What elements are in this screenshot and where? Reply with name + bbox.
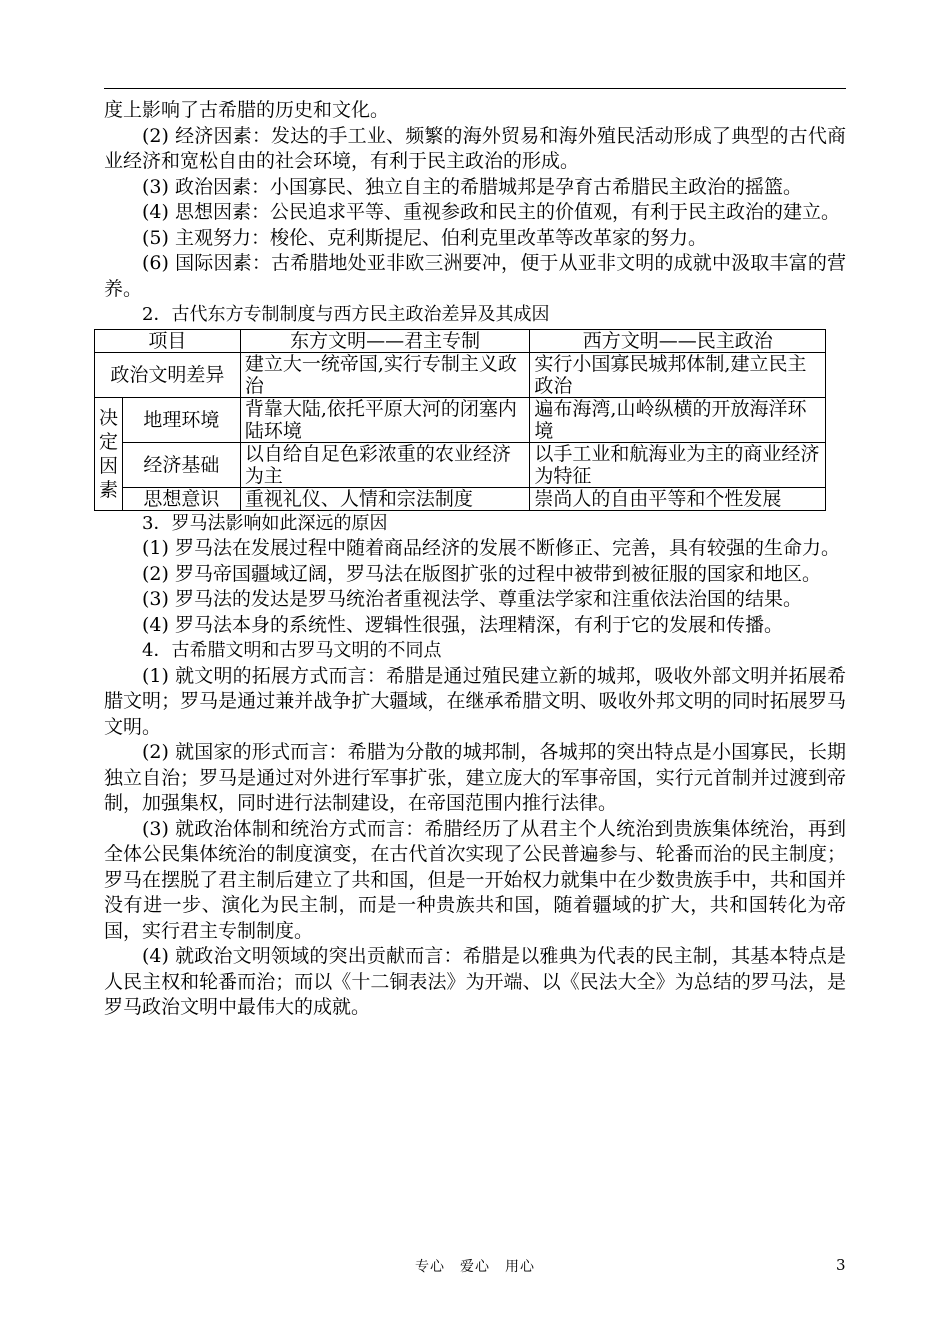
table-header-cell: 东方文明——君主专制 <box>240 329 530 352</box>
section-heading: 2．古代东方专制制度与西方民主政治差异及其成因 <box>142 304 550 325</box>
paragraph: (3) 政治因素：小国寡民、独立自主的希腊城邦是孕育古希腊民主政治的摇篮。 <box>142 175 802 198</box>
table-cell: 实行小国寡民城邦体制,建立民主政治 <box>530 352 826 397</box>
table-row <box>95 397 826 442</box>
page-content <box>99 98 846 1021</box>
paragraph: (3) 罗马法的发达是罗马统治者重视法学、尊重法学家和注重依法治国的结果。 <box>142 588 802 610</box>
table-row-label: 思想意识 <box>123 487 241 510</box>
paragraph: (5) 主观努力：梭伦、克利斯提尼、伯利克里改革等改革家的努力。 <box>142 226 707 249</box>
footer-motto: 专心 爱心 用心 <box>415 1259 535 1275</box>
table-cell: 崇尚人的自由平等和个性发展 <box>530 487 826 510</box>
comparison-table <box>94 329 826 511</box>
paragraph: (1) 罗马法在发展过程中随着商品经济的发展不断修正、完善，具有较强的生命力。 <box>142 537 840 559</box>
table-cell: 重视礼仪、人情和宗法制度 <box>240 487 530 510</box>
table-row-label: 地理环境 <box>123 397 241 442</box>
table-row-label: 政治文明差异 <box>95 352 241 397</box>
table-header-cell: 项目 <box>95 329 241 352</box>
paragraph: (6) 国际因素：古希腊地处亚非欧三洲要冲，便于从亚非文明的成就中汲取丰富的营养。 <box>104 252 846 300</box>
table-cell: 以手工业和航海业为主的商业经济为特征 <box>530 442 826 487</box>
paragraph: (4) 就政治文明领域的突出贡献而言：希腊是以雅典为代表的民主制，其基本特点是人民主权和轮番而治；而以《十二铜表法》为开端、以《民法大全》为总结的罗马法，是罗马政治文明中最伟大的成就。 <box>104 945 846 1018</box>
paragraph: (4) 罗马法本身的系统性、逻辑性很强，法理精深，有利于它的发展和传播。 <box>142 613 783 636</box>
table-cell: 遍布海湾,山岭纵横的开放海洋环境 <box>530 397 826 442</box>
header-rule <box>104 88 846 89</box>
paragraph: 度上影响了古希腊的历史和文化。 <box>104 99 390 121</box>
table-row <box>95 352 826 397</box>
paragraph: (2) 罗马帝国疆域辽阔，罗马法在版图扩张的过程中被带到被征服的国家和地区。 <box>142 562 821 585</box>
table-cell: 建立大一统帝国,实行专制主义政治 <box>240 352 530 397</box>
paragraph: (2) 就国家的形式而言：希腊为分散的城邦制，各城邦的突出特点是小国寡民，长期独立自治；罗马是通过对外进行军事扩张，建立庞大的军事帝国，实行元首制并过渡到帝制，加强集权，同时进行法制建设，在帝国范围内推行法律。 <box>104 741 846 814</box>
paragraph: (4) 思想因素：公民追求平等、重视参政和民主的价值观，有利于民主政治的建立。 <box>142 201 840 223</box>
table-row <box>95 442 826 487</box>
table-row-label: 经济基础 <box>123 442 241 487</box>
table-cell: 以自给自足色彩浓重的农业经济为主 <box>240 442 530 487</box>
table-header-cell: 西方文明——民主政治 <box>530 329 826 352</box>
table-row <box>95 487 826 510</box>
side-label-cell: 决定因素 <box>95 397 123 510</box>
page-number: 3 <box>836 1256 846 1274</box>
table-header-row <box>95 329 826 352</box>
section-heading: 3．罗马法影响如此深远的原因 <box>142 512 388 534</box>
table-cell: 背靠大陆,依托平原大河的闭塞内陆环境 <box>240 397 530 442</box>
paragraph: (3) 就政治体制和统治方式而言：希腊经历了从君主个人统治到贵族集体统治，再到全体公民集体统治的制度演变，在古代首次实现了公民普遍参与、轮番而治的民主制度；罗马在摆脱了君主制后建立了共和国，但是一开始权力就集中在少数贵族手中，共和国并没有进一步、演化为民主制，而是一种贵族共和国，随着疆域的扩大，共和国转化为帝国，实行君主专制制度。 <box>104 817 846 942</box>
paragraph: (2) 经济因素：发达的手工业、频繁的海外贸易和海外殖民活动形成了典型的古代商业经济和宽松自由的社会环境，有利于民主政治的形成。 <box>104 124 846 172</box>
section-heading: 4．古希腊文明和古罗马文明的不同点 <box>142 640 442 661</box>
paragraph: (1) 就文明的拓展方式而言：希腊是通过殖民建立新的城邦，吸收外部文明并拓展希腊文明；罗马是通过兼并战争扩大疆域，在继承希腊文明、吸收外邦文明的同时拓展罗马文明。 <box>104 664 846 738</box>
